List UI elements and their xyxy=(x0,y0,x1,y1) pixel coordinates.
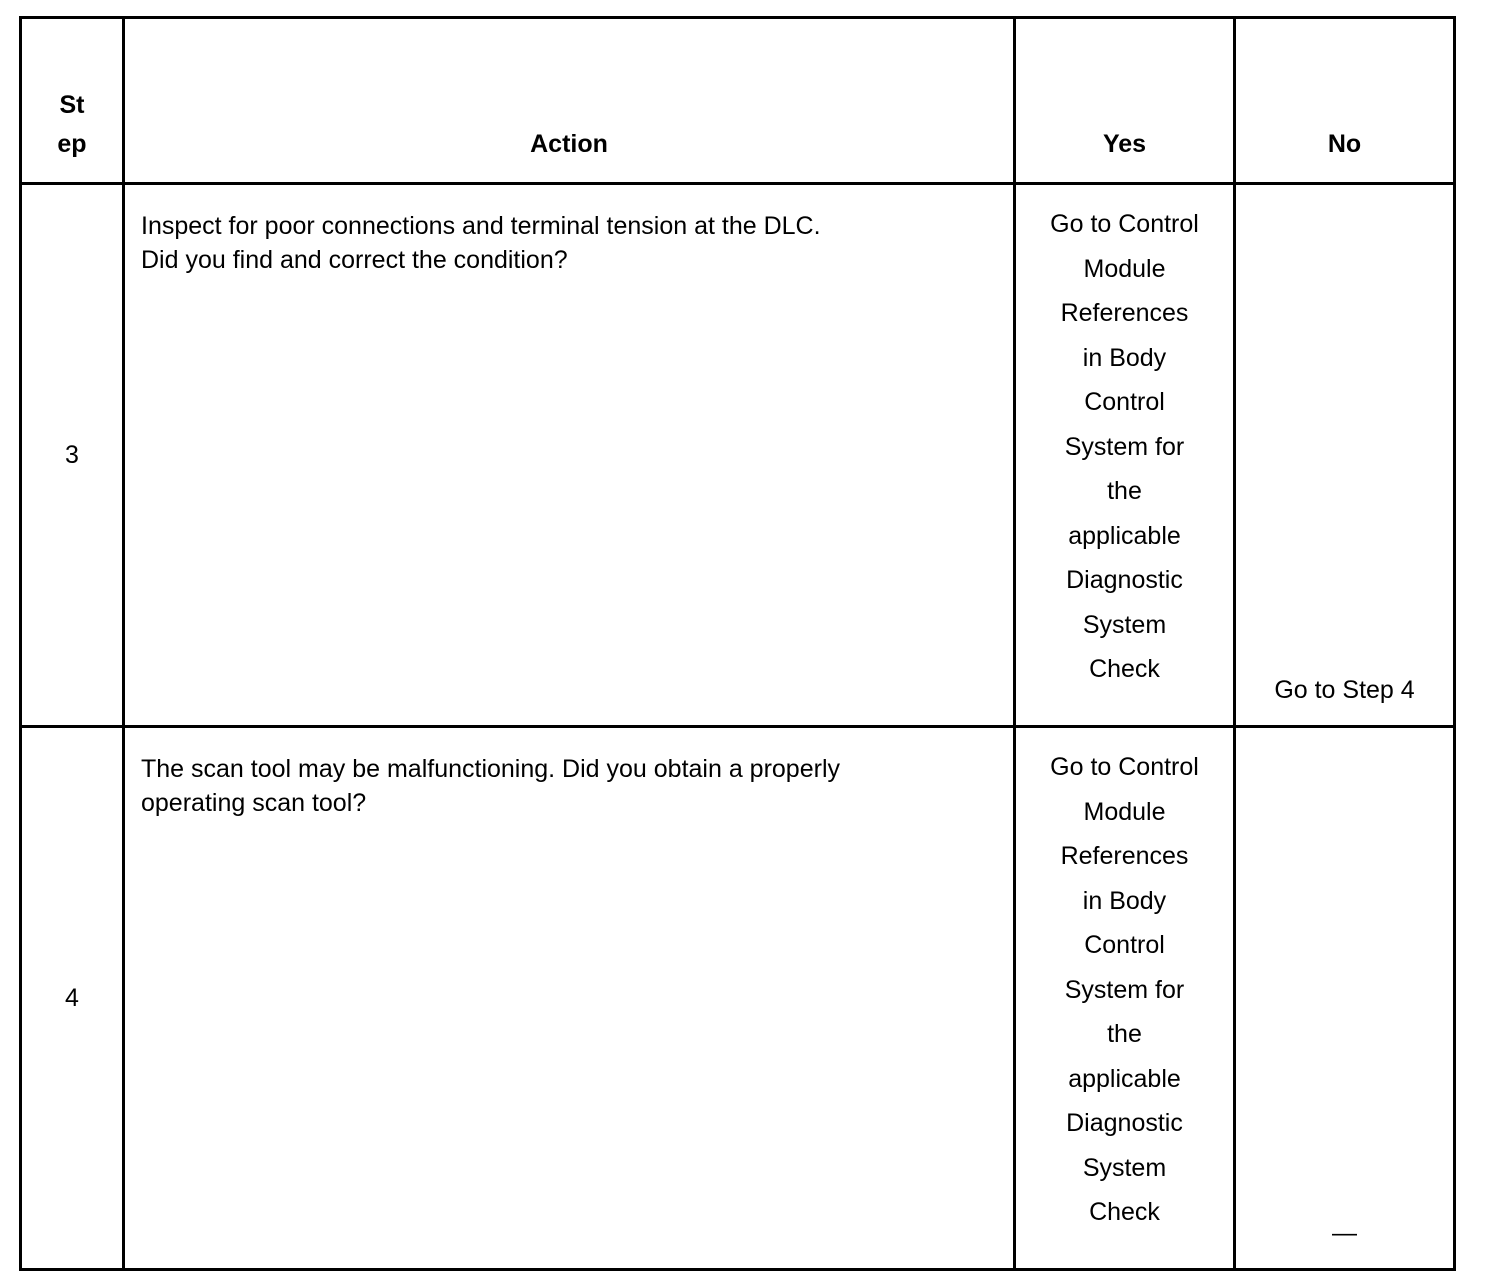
yes-line: References xyxy=(1060,842,1189,870)
no-action: Go to Step 4 xyxy=(1235,184,1455,727)
yes-line: the xyxy=(1107,477,1142,505)
yes-action xyxy=(1015,184,1235,727)
action-line: The scan tool may be malfunctioning. Did you obtain a properly xyxy=(141,755,840,783)
yes-line: System for xyxy=(1064,432,1185,461)
yes-line: Check xyxy=(1089,655,1160,683)
action-line: Inspect for poor connections and terminal tension at the DLC. xyxy=(141,212,821,240)
header-action: Action xyxy=(124,18,1015,184)
header-step-line2: ep xyxy=(57,130,87,158)
yes-line: in Body xyxy=(1082,343,1167,372)
no-action: — xyxy=(1235,727,1455,1270)
yes-line: Go to Control xyxy=(1050,210,1199,238)
table-row xyxy=(21,184,1455,727)
step-number: 4 xyxy=(21,727,124,1270)
yes-line: in Body xyxy=(1082,886,1167,915)
yes-line: Go to Control xyxy=(1050,753,1199,781)
action-line: Did you find and correct the condition? xyxy=(141,246,568,274)
yes-line: References xyxy=(1060,299,1189,327)
yes-line: applicable xyxy=(1068,521,1181,550)
yes-line: System for xyxy=(1064,975,1185,1004)
header-step-line1: St xyxy=(59,91,85,119)
yes-line: Diagnostic xyxy=(1066,566,1183,594)
action-line: operating scan tool? xyxy=(141,789,367,817)
yes-line: Control xyxy=(1084,388,1165,416)
yes-line: Check xyxy=(1089,1198,1160,1226)
yes-line: the xyxy=(1107,1020,1142,1048)
header-step xyxy=(21,18,124,184)
diagnostic-table xyxy=(19,16,1456,1271)
yes-line: System xyxy=(1082,1153,1167,1182)
table-row xyxy=(21,727,1455,1270)
header-yes: Yes xyxy=(1015,18,1235,184)
yes-line: System xyxy=(1082,610,1167,639)
yes-line: Module xyxy=(1083,254,1166,283)
yes-line: applicable xyxy=(1068,1064,1181,1093)
header-no: No xyxy=(1235,18,1455,184)
yes-line: Module xyxy=(1083,797,1166,826)
step-number: 3 xyxy=(21,184,124,727)
action-text xyxy=(124,727,1015,1270)
yes-action xyxy=(1015,727,1235,1270)
table-header-row xyxy=(21,18,1455,184)
yes-line: Diagnostic xyxy=(1066,1109,1183,1137)
action-text xyxy=(124,184,1015,727)
yes-line: Control xyxy=(1084,931,1165,959)
